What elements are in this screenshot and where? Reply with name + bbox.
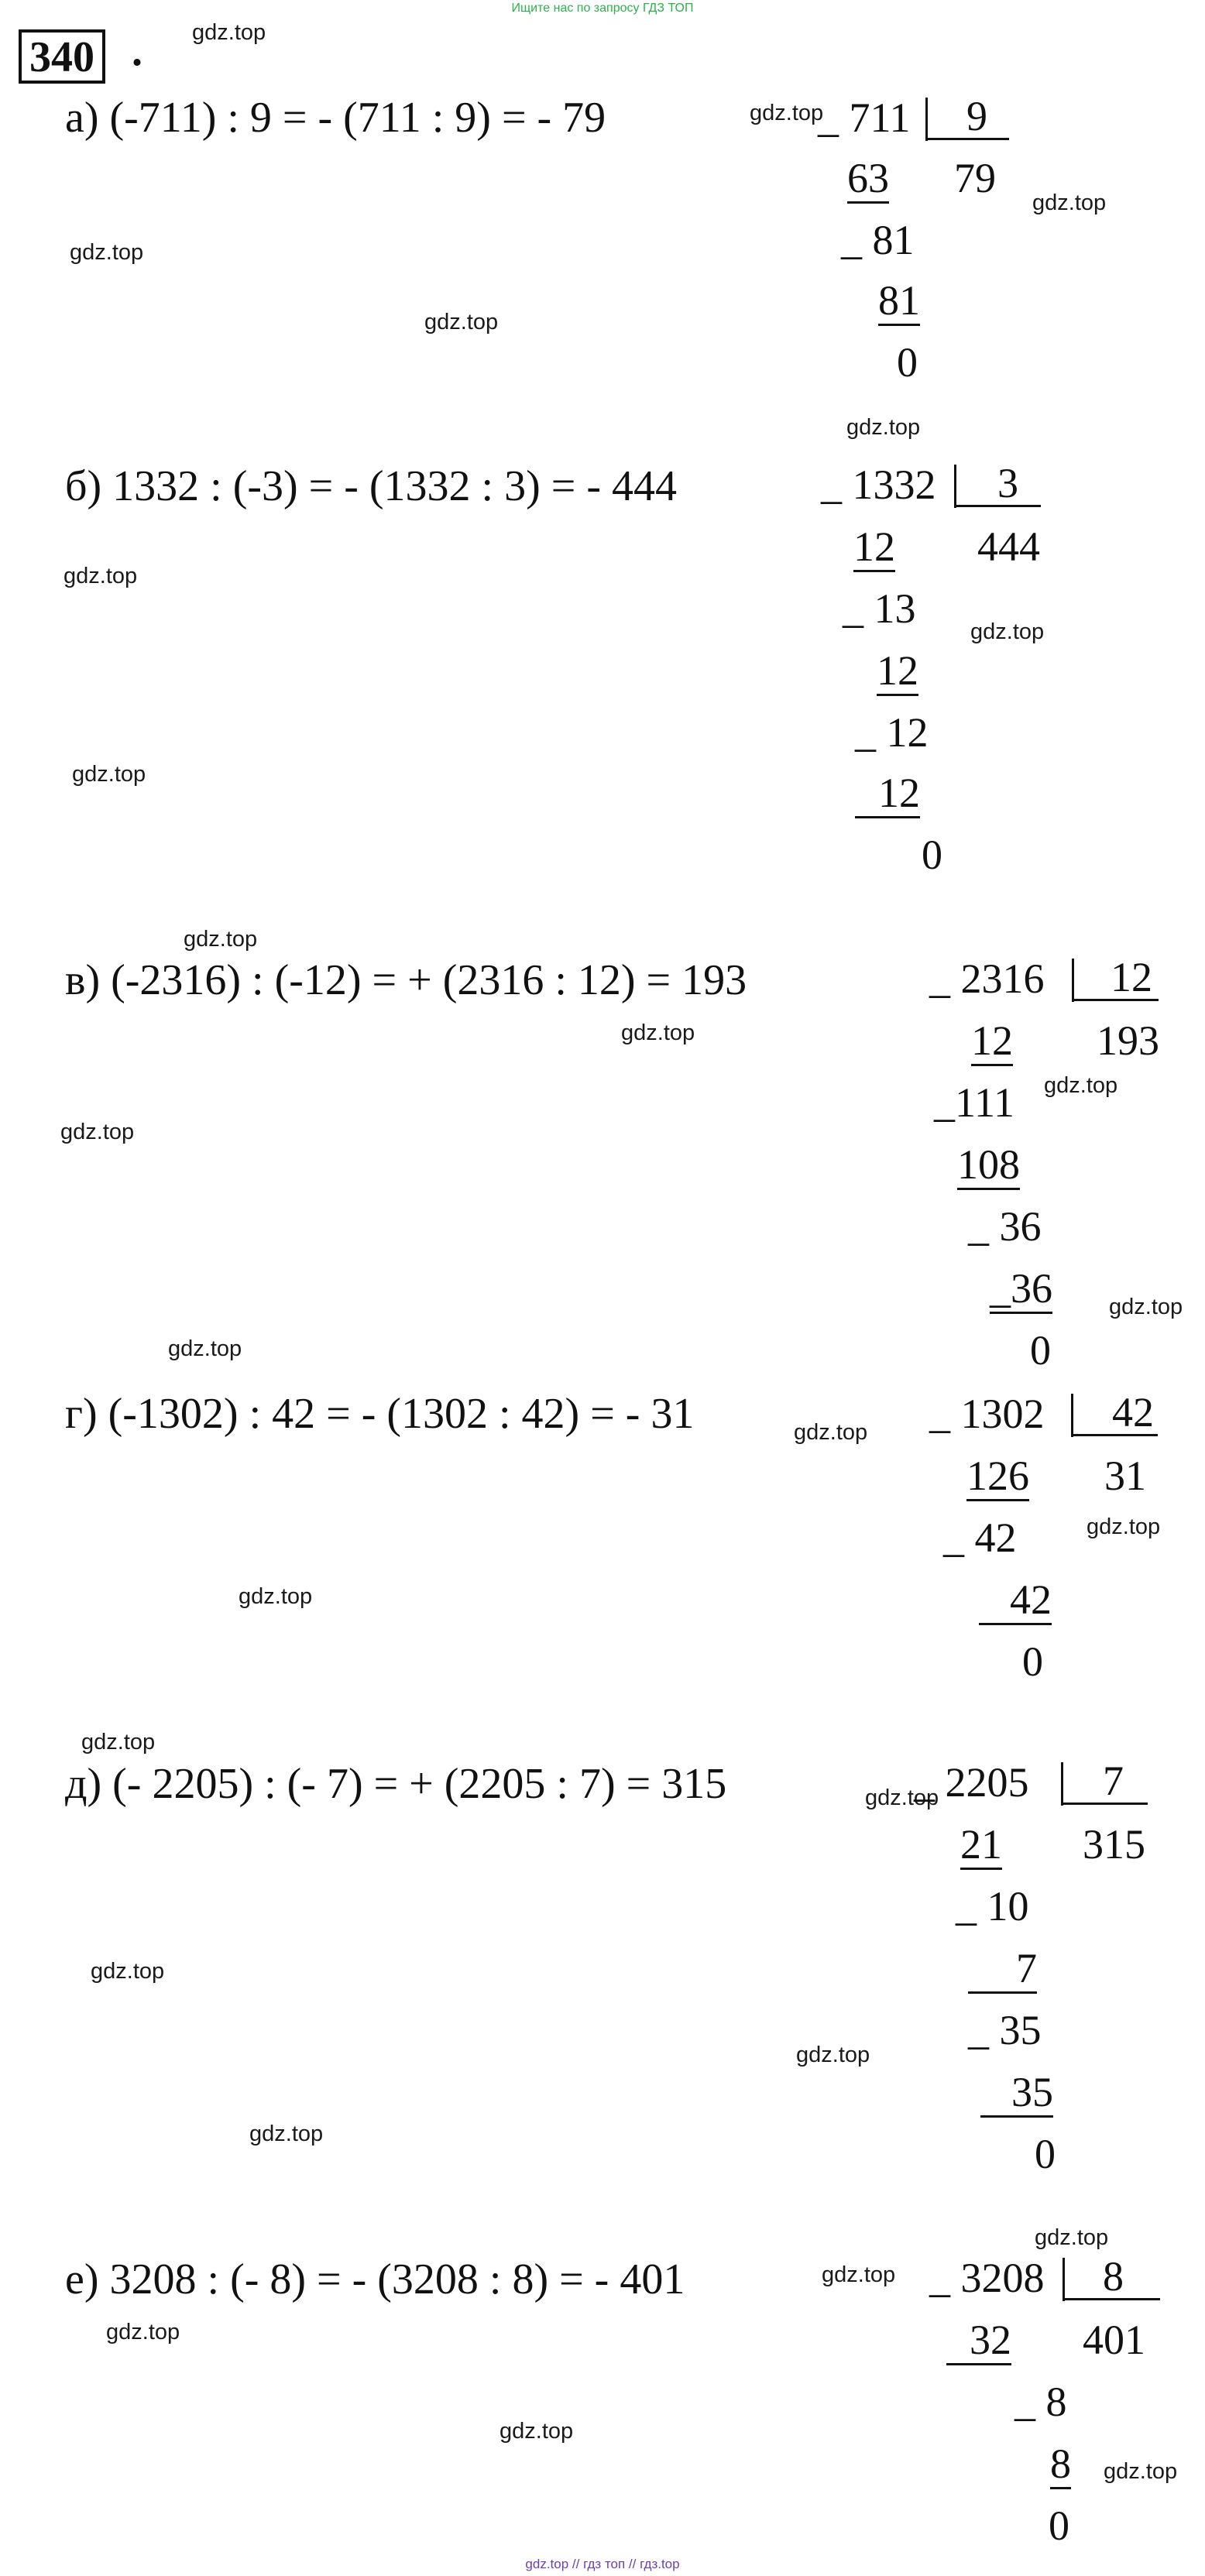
step-v-2: _111 xyxy=(934,1079,1014,1126)
division-bar-g xyxy=(1071,1394,1073,1437)
step-a-4: 0 xyxy=(897,339,918,386)
step-g-2: _ 42 xyxy=(943,1514,1017,1561)
watermark: gdz.top xyxy=(106,2320,180,2344)
watermark: gdz.top xyxy=(621,1020,695,1045)
quotient-d: 315 xyxy=(1083,1821,1145,1868)
step-v-4: _ 36 xyxy=(968,1203,1042,1250)
step-a-1: 63 xyxy=(847,155,889,204)
quotient-v: 193 xyxy=(1097,1017,1159,1064)
equation-a: а) (-711) : 9 = - (711 : 9) = - 79 xyxy=(65,94,606,142)
watermark: gdz.top xyxy=(1109,1295,1183,1319)
watermark: gdz.top xyxy=(60,1120,135,1144)
division-bar-e xyxy=(1063,2258,1065,2301)
watermark: gdz.top xyxy=(1044,1073,1118,1098)
watermark: gdz.top xyxy=(1087,1514,1161,1539)
step-d-2: _ 10 xyxy=(956,1883,1029,1929)
step-g-1: 126 xyxy=(966,1453,1029,1501)
step-v-5: _36 xyxy=(990,1265,1052,1314)
dividend-a: _ 711 xyxy=(818,94,911,141)
quotient-g: 31 xyxy=(1104,1453,1146,1499)
equation-v: в) (-2316) : (-12) = + (2316 : 12) = 193 xyxy=(65,956,747,1004)
step-b-4: _ 12 xyxy=(855,709,929,756)
step-b-3: 12 xyxy=(877,647,918,696)
watermark: gdz.top xyxy=(91,1959,165,1984)
step-e-3: 8 xyxy=(1050,2441,1071,2489)
division-bar-v xyxy=(1072,959,1074,1002)
watermark: gdz.top xyxy=(64,564,138,588)
step-b-6: 0 xyxy=(922,832,942,878)
step-e-2: _ 8 xyxy=(1014,2379,1067,2425)
watermark: gdz.top xyxy=(192,20,266,45)
watermark: gdz.top xyxy=(424,310,499,334)
quotient-e: 401 xyxy=(1083,2317,1145,2363)
watermark: gdz.top xyxy=(249,2122,324,2146)
step-d-6: 0 xyxy=(1035,2131,1056,2177)
division-bar-a xyxy=(925,98,928,141)
dividend-e: _ 3208 xyxy=(929,2255,1045,2301)
step-b-5: 12 xyxy=(855,770,920,818)
quotient-b: 444 xyxy=(977,523,1040,570)
step-e-1: 32 xyxy=(946,2317,1011,2365)
watermark: gdz.top xyxy=(168,1336,242,1361)
footer-links[interactable]: gdz.top // гдз топ // гдз.top xyxy=(525,2557,680,2571)
equation-e: е) 3208 : (- 8) = - (3208 : 8) = - 401 xyxy=(65,2255,685,2303)
watermark: gdz.top xyxy=(865,1785,939,1810)
step-d-3: 7 xyxy=(968,1945,1037,1994)
step-b-1: 12 xyxy=(853,523,895,572)
divisor-d: 7 xyxy=(1103,1758,1124,1804)
watermark: gdz.top xyxy=(1035,2225,1109,2250)
task-number-dot: . xyxy=(132,27,142,75)
watermark: gdz.top xyxy=(72,762,146,787)
watermark: gdz.top xyxy=(846,415,921,440)
dividend-g: _ 1302 xyxy=(929,1391,1045,1437)
watermark: gdz.top xyxy=(239,1584,313,1609)
search-banner[interactable]: Ищите нас по запросу ГДЗ ТОП xyxy=(511,2,694,15)
divisor-a: 9 xyxy=(966,93,987,139)
watermark: gdz.top xyxy=(794,1420,868,1445)
division-bar-d xyxy=(1061,1762,1063,1806)
task-number: 340 xyxy=(19,29,105,84)
dividend-v: _ 2316 xyxy=(929,955,1045,1002)
watermark: gdz.top xyxy=(81,1730,156,1754)
step-g-3: 42 xyxy=(979,1576,1052,1625)
dividend-d: _ 2205 xyxy=(914,1759,1029,1806)
watermark: gdz.top xyxy=(822,2262,896,2287)
equation-g: г) (-1302) : 42 = - (1302 : 42) = - 31 xyxy=(65,1390,695,1438)
divisor-g: 42 xyxy=(1112,1389,1154,1435)
watermark: gdz.top xyxy=(796,2043,870,2067)
step-v-3: 108 xyxy=(957,1141,1020,1190)
watermark: gdz.top xyxy=(750,101,824,125)
watermark: gdz.top xyxy=(500,2419,574,2444)
step-d-1: 21 xyxy=(960,1821,1002,1870)
watermark: gdz.top xyxy=(70,240,144,265)
step-v-6: 0 xyxy=(1030,1327,1051,1374)
watermark: gdz.top xyxy=(1104,2459,1178,2484)
equation-d: д) (- 2205) : (- 7) = + (2205 : 7) = 315 xyxy=(65,1760,727,1808)
step-e-4: 0 xyxy=(1049,2502,1069,2549)
step-b-2: _ 13 xyxy=(843,585,916,632)
step-d-5: 35 xyxy=(980,2069,1053,2118)
step-v-1: 12 xyxy=(971,1017,1013,1066)
dividend-b: _ 1332 xyxy=(821,461,936,508)
step-d-4: _ 35 xyxy=(968,2007,1042,2053)
divisor-b: 3 xyxy=(997,460,1018,506)
step-a-2: _ 81 xyxy=(841,217,915,263)
divisor-v: 12 xyxy=(1111,954,1152,1000)
division-bar-b xyxy=(954,465,956,508)
quotient-a: 79 xyxy=(954,155,996,201)
step-g-4: 0 xyxy=(1022,1638,1043,1685)
watermark: gdz.top xyxy=(184,927,258,952)
watermark: gdz.top xyxy=(1032,190,1107,215)
equation-b: б) 1332 : (-3) = - (1332 : 3) = - 444 xyxy=(65,462,677,510)
step-a-3: 81 xyxy=(878,277,920,326)
divisor-e: 8 xyxy=(1103,2253,1124,2300)
watermark: gdz.top xyxy=(970,619,1045,644)
